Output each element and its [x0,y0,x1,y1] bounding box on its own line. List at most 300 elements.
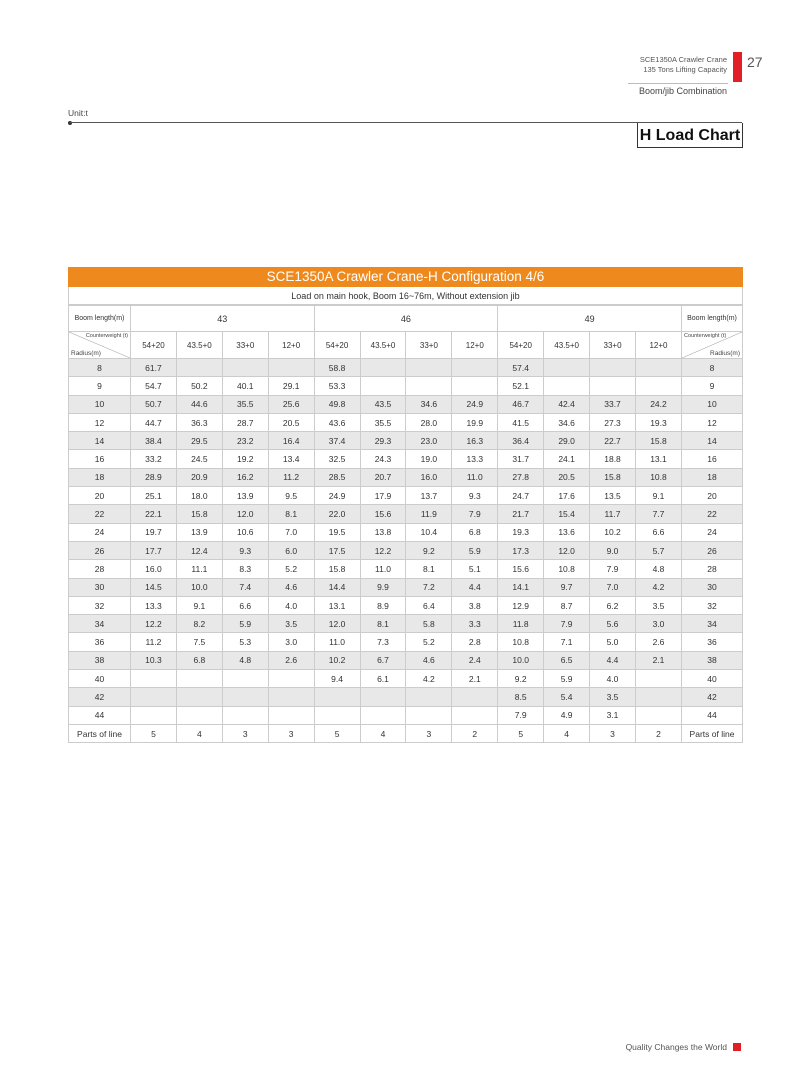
load-value-cell: 15.6 [498,560,544,578]
load-value-cell: 5.4 [544,688,590,706]
load-value-cell: 49.8 [314,395,360,413]
corner-cell-right [682,332,743,359]
load-value-cell: 13.9 [222,487,268,505]
parts-of-line-value: 4 [544,724,590,742]
parts-of-line-row [69,724,743,742]
load-value-cell: 34.6 [406,395,452,413]
load-value-cell: 16.3 [452,432,498,450]
load-value-cell: 24.2 [635,395,681,413]
load-value-cell: 9.3 [452,487,498,505]
radius-cell: 34 [69,615,131,633]
load-value-cell [544,377,590,395]
load-value-cell: 6.8 [176,651,222,669]
load-value-cell: 15.8 [590,468,636,486]
load-value-cell: 10.3 [131,651,177,669]
radius-cell: 42 [682,688,743,706]
radius-cell: 32 [682,596,743,614]
load-value-cell [635,688,681,706]
table-row [69,615,743,633]
parts-of-line-value: 5 [314,724,360,742]
load-value-cell: 11.0 [452,468,498,486]
load-value-cell [131,670,177,688]
load-value-cell [131,706,177,724]
load-value-cell: 17.3 [498,541,544,559]
load-value-cell: 19.3 [635,413,681,431]
load-value-cell: 12.0 [544,541,590,559]
load-value-cell: 9.2 [498,670,544,688]
load-value-cell: 12.9 [498,596,544,614]
load-value-cell: 8.1 [360,615,406,633]
load-value-cell: 27.8 [498,468,544,486]
counterweight-header: 33+0 [406,332,452,359]
footer-slogan: Quality Changes the World [625,1042,727,1052]
load-value-cell [452,359,498,377]
load-value-cell: 19.5 [314,523,360,541]
load-value-cell: 44.7 [131,413,177,431]
load-value-cell: 11.7 [590,505,636,523]
radius-cell: 38 [69,651,131,669]
table-row [69,560,743,578]
boom-group-46: 46 [314,306,498,332]
load-value-cell: 5.1 [452,560,498,578]
load-value-cell: 9.2 [406,541,452,559]
header-row-counterweight [69,332,743,359]
load-value-cell: 6.8 [452,523,498,541]
load-value-cell: 4.4 [452,578,498,596]
load-value-cell: 10.8 [544,560,590,578]
radius-cell: 22 [682,505,743,523]
load-value-cell: 20.9 [176,468,222,486]
load-value-cell: 38.4 [131,432,177,450]
table-row [69,359,743,377]
load-value-cell: 16.0 [406,468,452,486]
load-value-cell: 10.2 [314,651,360,669]
load-value-cell: 4.2 [406,670,452,688]
load-value-cell: 24.1 [544,450,590,468]
load-value-cell: 14.5 [131,578,177,596]
model-capacity: 135 Tons Lifting Capacity [643,65,727,74]
load-value-cell [176,706,222,724]
load-value-cell: 9.9 [360,578,406,596]
load-value-cell: 12.4 [176,541,222,559]
load-value-cell [635,377,681,395]
load-value-cell: 9.1 [635,487,681,505]
load-value-cell: 4.4 [590,651,636,669]
counterweight-label-left: Counterweight (t) [85,333,128,339]
load-value-cell [544,359,590,377]
load-value-cell: 16.0 [131,560,177,578]
load-value-cell: 14.4 [314,578,360,596]
load-value-cell [176,688,222,706]
counterweight-header: 12+0 [635,332,681,359]
load-value-cell: 17.9 [360,487,406,505]
load-value-cell: 21.7 [498,505,544,523]
header-row-boom [69,306,743,332]
load-value-cell: 20.5 [268,413,314,431]
radius-cell: 26 [69,541,131,559]
radius-cell: 32 [69,596,131,614]
load-value-cell: 8.1 [268,505,314,523]
load-value-cell [360,359,406,377]
load-value-cell: 42.4 [544,395,590,413]
load-value-cell: 10.8 [635,468,681,486]
load-value-cell: 11.2 [131,633,177,651]
load-value-cell: 35.5 [360,413,406,431]
parts-of-line-value: 3 [222,724,268,742]
corner-cell-left [69,332,131,359]
load-value-cell: 4.8 [222,651,268,669]
load-value-cell: 7.2 [406,578,452,596]
counterweight-header: 54+20 [498,332,544,359]
load-value-cell [360,706,406,724]
counterweight-header: 54+20 [131,332,177,359]
load-value-cell: 11.1 [176,560,222,578]
table-row [69,651,743,669]
load-value-cell: 32.5 [314,450,360,468]
load-value-cell: 34.6 [544,413,590,431]
load-value-cell: 22.7 [590,432,636,450]
table-row [69,578,743,596]
load-value-cell: 13.9 [176,523,222,541]
load-value-cell: 6.7 [360,651,406,669]
parts-of-line-value: 4 [360,724,406,742]
load-value-cell: 3.5 [590,688,636,706]
load-value-cell: 17.6 [544,487,590,505]
counterweight-header: 33+0 [222,332,268,359]
load-value-cell [222,359,268,377]
load-value-cell: 19.7 [131,523,177,541]
table-row [69,596,743,614]
load-value-cell: 4.0 [268,596,314,614]
load-value-cell: 50.2 [176,377,222,395]
load-value-cell: 58.8 [314,359,360,377]
load-value-cell: 12.0 [222,505,268,523]
load-value-cell [452,706,498,724]
load-value-cell: 7.9 [498,706,544,724]
parts-of-line-value: 2 [635,724,681,742]
load-value-cell [360,688,406,706]
table-row [69,541,743,559]
load-value-cell: 10.8 [498,633,544,651]
boom-length-label-left: Boom length(m) [69,306,131,332]
load-value-cell: 29.5 [176,432,222,450]
load-value-cell: 19.3 [498,523,544,541]
parts-of-line-label: Parts of line [69,724,131,742]
radius-cell: 14 [69,432,131,450]
parts-of-line-value: 3 [268,724,314,742]
load-value-cell [590,377,636,395]
counterweight-header: 12+0 [452,332,498,359]
radius-cell: 24 [69,523,131,541]
boom-length-label-right: Boom length(m) [682,306,743,332]
radius-cell: 12 [682,413,743,431]
load-value-cell: 2.4 [452,651,498,669]
radius-cell: 40 [682,670,743,688]
radius-cell: 14 [682,432,743,450]
counterweight-header: 33+0 [590,332,636,359]
radius-cell: 30 [69,578,131,596]
load-value-cell: 40.1 [222,377,268,395]
load-value-cell: 7.5 [176,633,222,651]
load-value-cell [406,688,452,706]
load-value-cell: 43.5 [360,395,406,413]
header-divider [628,83,728,84]
section-title: Boom/jib Combination [638,86,727,96]
load-value-cell: 16.4 [268,432,314,450]
load-value-cell: 4.0 [590,670,636,688]
load-value-cell: 11.9 [406,505,452,523]
table-row [69,505,743,523]
load-value-cell: 3.3 [452,615,498,633]
parts-of-line-value: 3 [590,724,636,742]
load-value-cell: 23.0 [406,432,452,450]
load-value-cell: 3.1 [590,706,636,724]
load-value-cell: 8.9 [360,596,406,614]
load-value-cell: 4.2 [635,578,681,596]
radius-cell: 16 [682,450,743,468]
table-row [69,523,743,541]
load-value-cell: 5.3 [222,633,268,651]
load-value-cell: 19.0 [406,450,452,468]
load-value-cell: 7.9 [452,505,498,523]
radius-cell: 26 [682,541,743,559]
load-value-cell [268,706,314,724]
load-value-cell: 53.3 [314,377,360,395]
load-value-cell: 28.9 [131,468,177,486]
load-value-cell: 13.5 [590,487,636,505]
load-value-cell: 6.0 [268,541,314,559]
load-value-cell: 13.8 [360,523,406,541]
load-value-cell: 4.9 [544,706,590,724]
load-value-cell: 11.0 [360,560,406,578]
load-value-cell: 7.9 [544,615,590,633]
radius-cell: 44 [682,706,743,724]
load-value-cell: 7.3 [360,633,406,651]
table-row [69,670,743,688]
model-name: SCE1350A Crawler Crane [639,55,727,64]
load-value-cell: 41.5 [498,413,544,431]
load-value-cell: 29.3 [360,432,406,450]
load-value-cell: 25.1 [131,487,177,505]
table-row [69,468,743,486]
load-value-cell: 8.1 [406,560,452,578]
load-value-cell: 2.6 [635,633,681,651]
radius-cell: 28 [682,560,743,578]
load-value-cell: 19.2 [222,450,268,468]
load-value-cell: 7.9 [590,560,636,578]
load-value-cell: 4.6 [268,578,314,596]
radius-cell: 24 [682,523,743,541]
load-value-cell [268,670,314,688]
counterweight-header: 43.5+0 [544,332,590,359]
load-value-cell: 29.0 [544,432,590,450]
load-value-cell: 9.7 [544,578,590,596]
load-value-cell: 36.4 [498,432,544,450]
table-row [69,432,743,450]
radius-cell: 28 [69,560,131,578]
load-value-cell: 15.6 [360,505,406,523]
radius-cell: 36 [69,633,131,651]
load-value-cell [314,688,360,706]
table-row [69,377,743,395]
load-value-cell [360,377,406,395]
counterweight-header: 43.5+0 [176,332,222,359]
load-value-cell: 10.4 [406,523,452,541]
load-value-cell [635,706,681,724]
load-value-cell: 6.5 [544,651,590,669]
load-value-cell [590,359,636,377]
load-value-cell [176,670,222,688]
load-value-cell: 15.8 [176,505,222,523]
load-value-cell: 3.5 [268,615,314,633]
load-value-cell: 44.6 [176,395,222,413]
load-value-cell: 35.5 [222,395,268,413]
load-value-cell: 27.3 [590,413,636,431]
load-value-cell [222,688,268,706]
load-value-cell [268,359,314,377]
radius-cell: 20 [69,487,131,505]
radius-cell: 12 [69,413,131,431]
load-value-cell: 10.0 [498,651,544,669]
load-value-cell: 6.4 [406,596,452,614]
radius-cell: 40 [69,670,131,688]
chart-title: SCE1350A Crawler Crane-H Configuration 4/6 [68,267,743,287]
load-value-cell: 29.1 [268,377,314,395]
table-row [69,413,743,431]
footer-logo-mark [733,1043,741,1051]
load-value-cell: 24.7 [498,487,544,505]
load-value-cell [452,688,498,706]
load-value-cell: 13.3 [131,596,177,614]
load-value-cell: 9.0 [590,541,636,559]
boom-group-43: 43 [131,306,315,332]
load-value-cell: 12.2 [131,615,177,633]
load-value-cell: 2.1 [452,670,498,688]
load-value-cell: 5.6 [590,615,636,633]
load-value-cell: 5.9 [222,615,268,633]
load-value-cell: 28.5 [314,468,360,486]
radius-cell: 10 [69,395,131,413]
load-value-cell: 18.8 [590,450,636,468]
load-value-cell: 2.1 [635,651,681,669]
table-row [69,688,743,706]
parts-of-line-value: 3 [406,724,452,742]
load-value-cell: 5.2 [406,633,452,651]
load-value-cell: 7.4 [222,578,268,596]
load-value-cell: 3.8 [452,596,498,614]
radius-cell: 10 [682,395,743,413]
load-value-cell: 17.7 [131,541,177,559]
load-value-cell: 25.6 [268,395,314,413]
header-model [640,55,727,75]
load-value-cell: 5.8 [406,615,452,633]
load-value-cell: 3.0 [635,615,681,633]
load-value-cell: 24.9 [314,487,360,505]
load-value-cell [406,359,452,377]
load-value-cell: 46.7 [498,395,544,413]
unit-label: Unit:t [68,108,88,118]
radius-cell: 44 [69,706,131,724]
chart-subtitle: Load on main hook, Boom 16~76m, Without extension jib [68,287,743,305]
radius-cell: 36 [682,633,743,651]
table-row [69,487,743,505]
load-value-cell: 18.0 [176,487,222,505]
page-marker-bar [733,52,742,82]
load-value-cell: 9.4 [314,670,360,688]
load-value-cell: 13.1 [635,450,681,468]
load-value-cell: 6.2 [590,596,636,614]
load-value-cell: 6.1 [360,670,406,688]
load-value-cell: 23.2 [222,432,268,450]
load-value-cell: 36.3 [176,413,222,431]
page-number: 27 [747,54,763,70]
load-value-cell: 11.0 [314,633,360,651]
load-value-cell: 7.7 [635,505,681,523]
radius-cell: 8 [682,359,743,377]
load-value-cell: 11.2 [268,468,314,486]
load-value-cell: 9.5 [268,487,314,505]
load-value-cell: 43.6 [314,413,360,431]
parts-of-line-value: 5 [498,724,544,742]
radius-cell: 38 [682,651,743,669]
radius-label-left: Radius(m) [71,350,101,357]
load-value-cell: 4.6 [406,651,452,669]
load-value-cell: 10.0 [176,578,222,596]
load-value-cell: 8.3 [222,560,268,578]
page-title: H Load Chart [637,123,743,148]
load-value-cell: 28.0 [406,413,452,431]
load-value-cell: 6.6 [222,596,268,614]
load-value-cell: 52.1 [498,377,544,395]
load-value-cell: 24.9 [452,395,498,413]
load-value-cell [635,359,681,377]
load-value-cell: 6.6 [635,523,681,541]
radius-cell: 34 [682,615,743,633]
load-value-cell: 13.4 [268,450,314,468]
boom-group-49: 49 [498,306,682,332]
load-value-cell: 33.7 [590,395,636,413]
radius-cell: 9 [69,377,131,395]
load-value-cell: 12.2 [360,541,406,559]
load-value-cell: 15.4 [544,505,590,523]
load-value-cell [406,377,452,395]
load-value-cell: 19.9 [452,413,498,431]
radius-label-right: Radius(m) [710,350,740,357]
load-value-cell: 10.2 [590,523,636,541]
load-value-cell: 7.0 [590,578,636,596]
radius-cell: 18 [682,468,743,486]
load-value-cell: 20.7 [360,468,406,486]
load-value-cell: 24.5 [176,450,222,468]
load-value-cell: 37.4 [314,432,360,450]
load-value-cell: 22.0 [314,505,360,523]
load-value-cell: 7.0 [268,523,314,541]
counterweight-label-right: Counterweight (t) [684,333,727,339]
load-value-cell: 9.1 [176,596,222,614]
parts-of-line-value: 5 [131,724,177,742]
load-value-cell: 2.6 [268,651,314,669]
counterweight-header: 54+20 [314,332,360,359]
table-row [69,450,743,468]
load-value-cell [222,706,268,724]
load-value-cell: 8.7 [544,596,590,614]
radius-cell: 30 [682,578,743,596]
load-value-cell [406,706,452,724]
radius-cell: 18 [69,468,131,486]
load-value-cell: 20.5 [544,468,590,486]
load-value-cell: 3.5 [635,596,681,614]
load-value-cell: 10.6 [222,523,268,541]
